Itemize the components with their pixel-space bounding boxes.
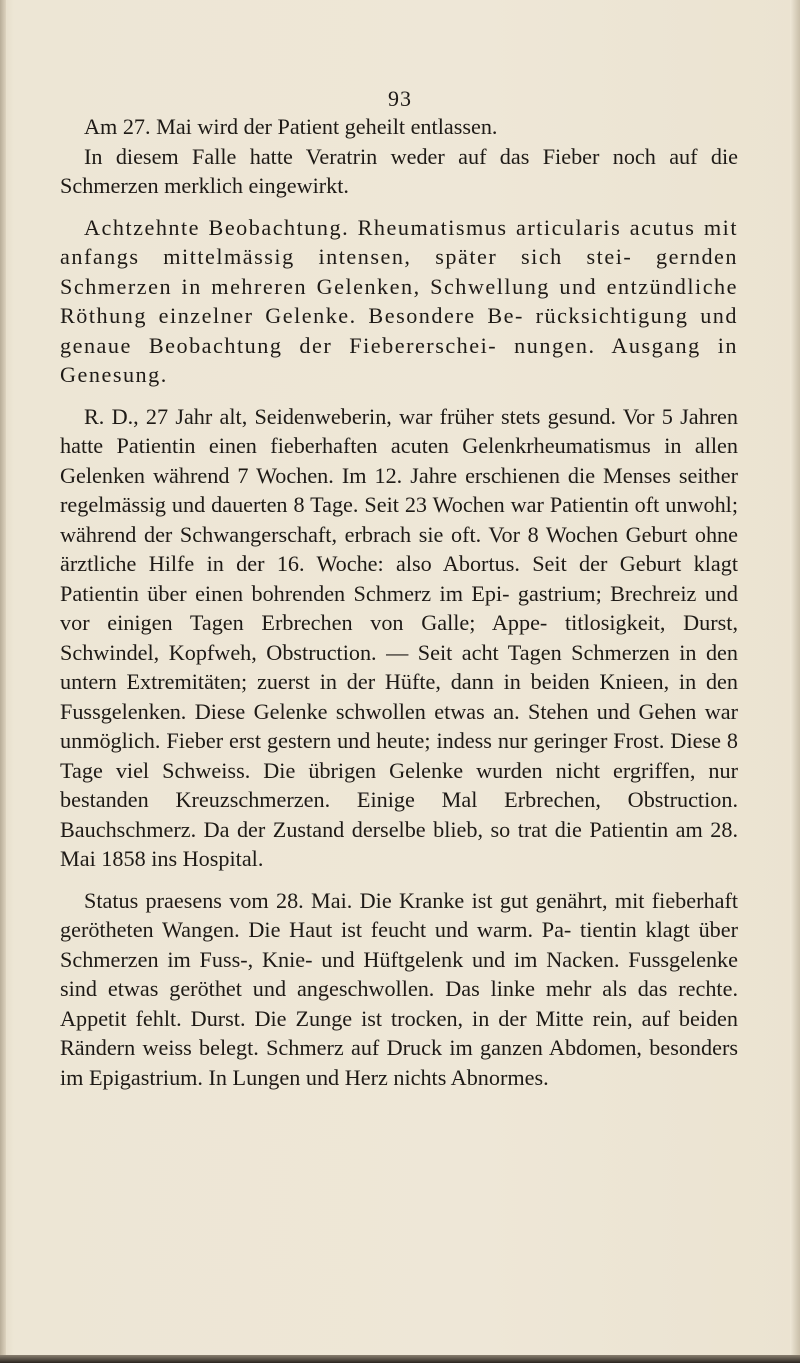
paragraph-case-history: R. D., 27 Jahr alt, Seidenweberin, war früher stets gesund. Vor 5 Jahren hatte Patientin einen fieberhaften acuten Gelenkrheumatismus in allen Gelenken während 7 Wochen. Im 12. Jahre erschienen die Menses seither regelmässig und dauerten 8 Tage. Seit 23 Wochen war Patientin oft unwohl; während der Schwangerschaft, erbrach sie oft. Vor 8 Wochen Geburt ohne ärztliche Hilfe in der 16. Woche: also Abortus. Seit der Geburt klagt Patientin über einen bohrenden Schmerz im Epi- gastrium; Brechreiz und vor einigen Tagen Erbrechen von Galle; Appe- titlosigkeit, Durst, Schwindel, Kopfweh, Obstruction. — Seit acht Tagen Schmerzen in den untern Extremitäten; zuerst in der Hüfte, dann in beiden Knieen, in den Fussgelenken. Diese Gelenke schwollen etwas an. Stehen und Gehen war unmöglich. Fieber erst gestern und heute; indess nur geringer Frost. Diese 8 Tage viel Schweiss. Die übrigen Gelenke wurden nicht ergriffen, nur bestanden Kreuzschmerzen. Einige Mal Erbrechen, Obstruction. Bauchschmerz. Da der Zustand derselbe blieb, so trat die Patientin am 28. Mai 1858 ins Hospital. (60, 403, 738, 871)
page-right-edge (790, 0, 800, 1363)
page-bottom-edge (0, 1355, 800, 1363)
paragraph-discharge: Am 27. Mai wird der Patient geheilt entlassen. (84, 114, 498, 139)
paragraph-veratrin-remark: In diesem Falle hatte Veratrin weder auf das Fieber noch auf die Schmerzen merklich eingewirkt. (60, 143, 738, 198)
paragraph-observation-heading: Achtzehnte Beobachtung. Rheumatismus articularis acutus mit anfangs mittelmässig intensen, später sich stei- gernden Schmerzen in mehreren Gelenken, Schwellung und entzündliche Röthung einzelner Gelenke. Besondere Be- rücksichtigung und genaue Beobachtung der Fiebererschei- nungen. Ausgang in Genesung. (60, 214, 738, 387)
page-number: 93 (388, 86, 412, 111)
page-text (60, 112, 738, 1092)
page-left-edge (0, 0, 6, 1363)
paragraph-status-praesens: Status praesens vom 28. Mai. Die Kranke ist gut genährt, mit fieberhaft gerötheten Wangen. Die Haut ist feucht und warm. Pa- tientin klagt über Schmerzen im Fuss-, Knie- und Hüftgelenk und im Nacken. Fussgelenke sind etwas geröthet und angeschwollen. Das linke mehr als das rechte. Appetit fehlt. Durst. Die Zunge ist trocken, in der Mitte rein, auf beiden Rändern weiss belegt. Schmerz auf Druck im ganzen Abdomen, besonders im Epigastrium. In Lungen und Herz nichts Abnormes. (60, 887, 738, 1090)
